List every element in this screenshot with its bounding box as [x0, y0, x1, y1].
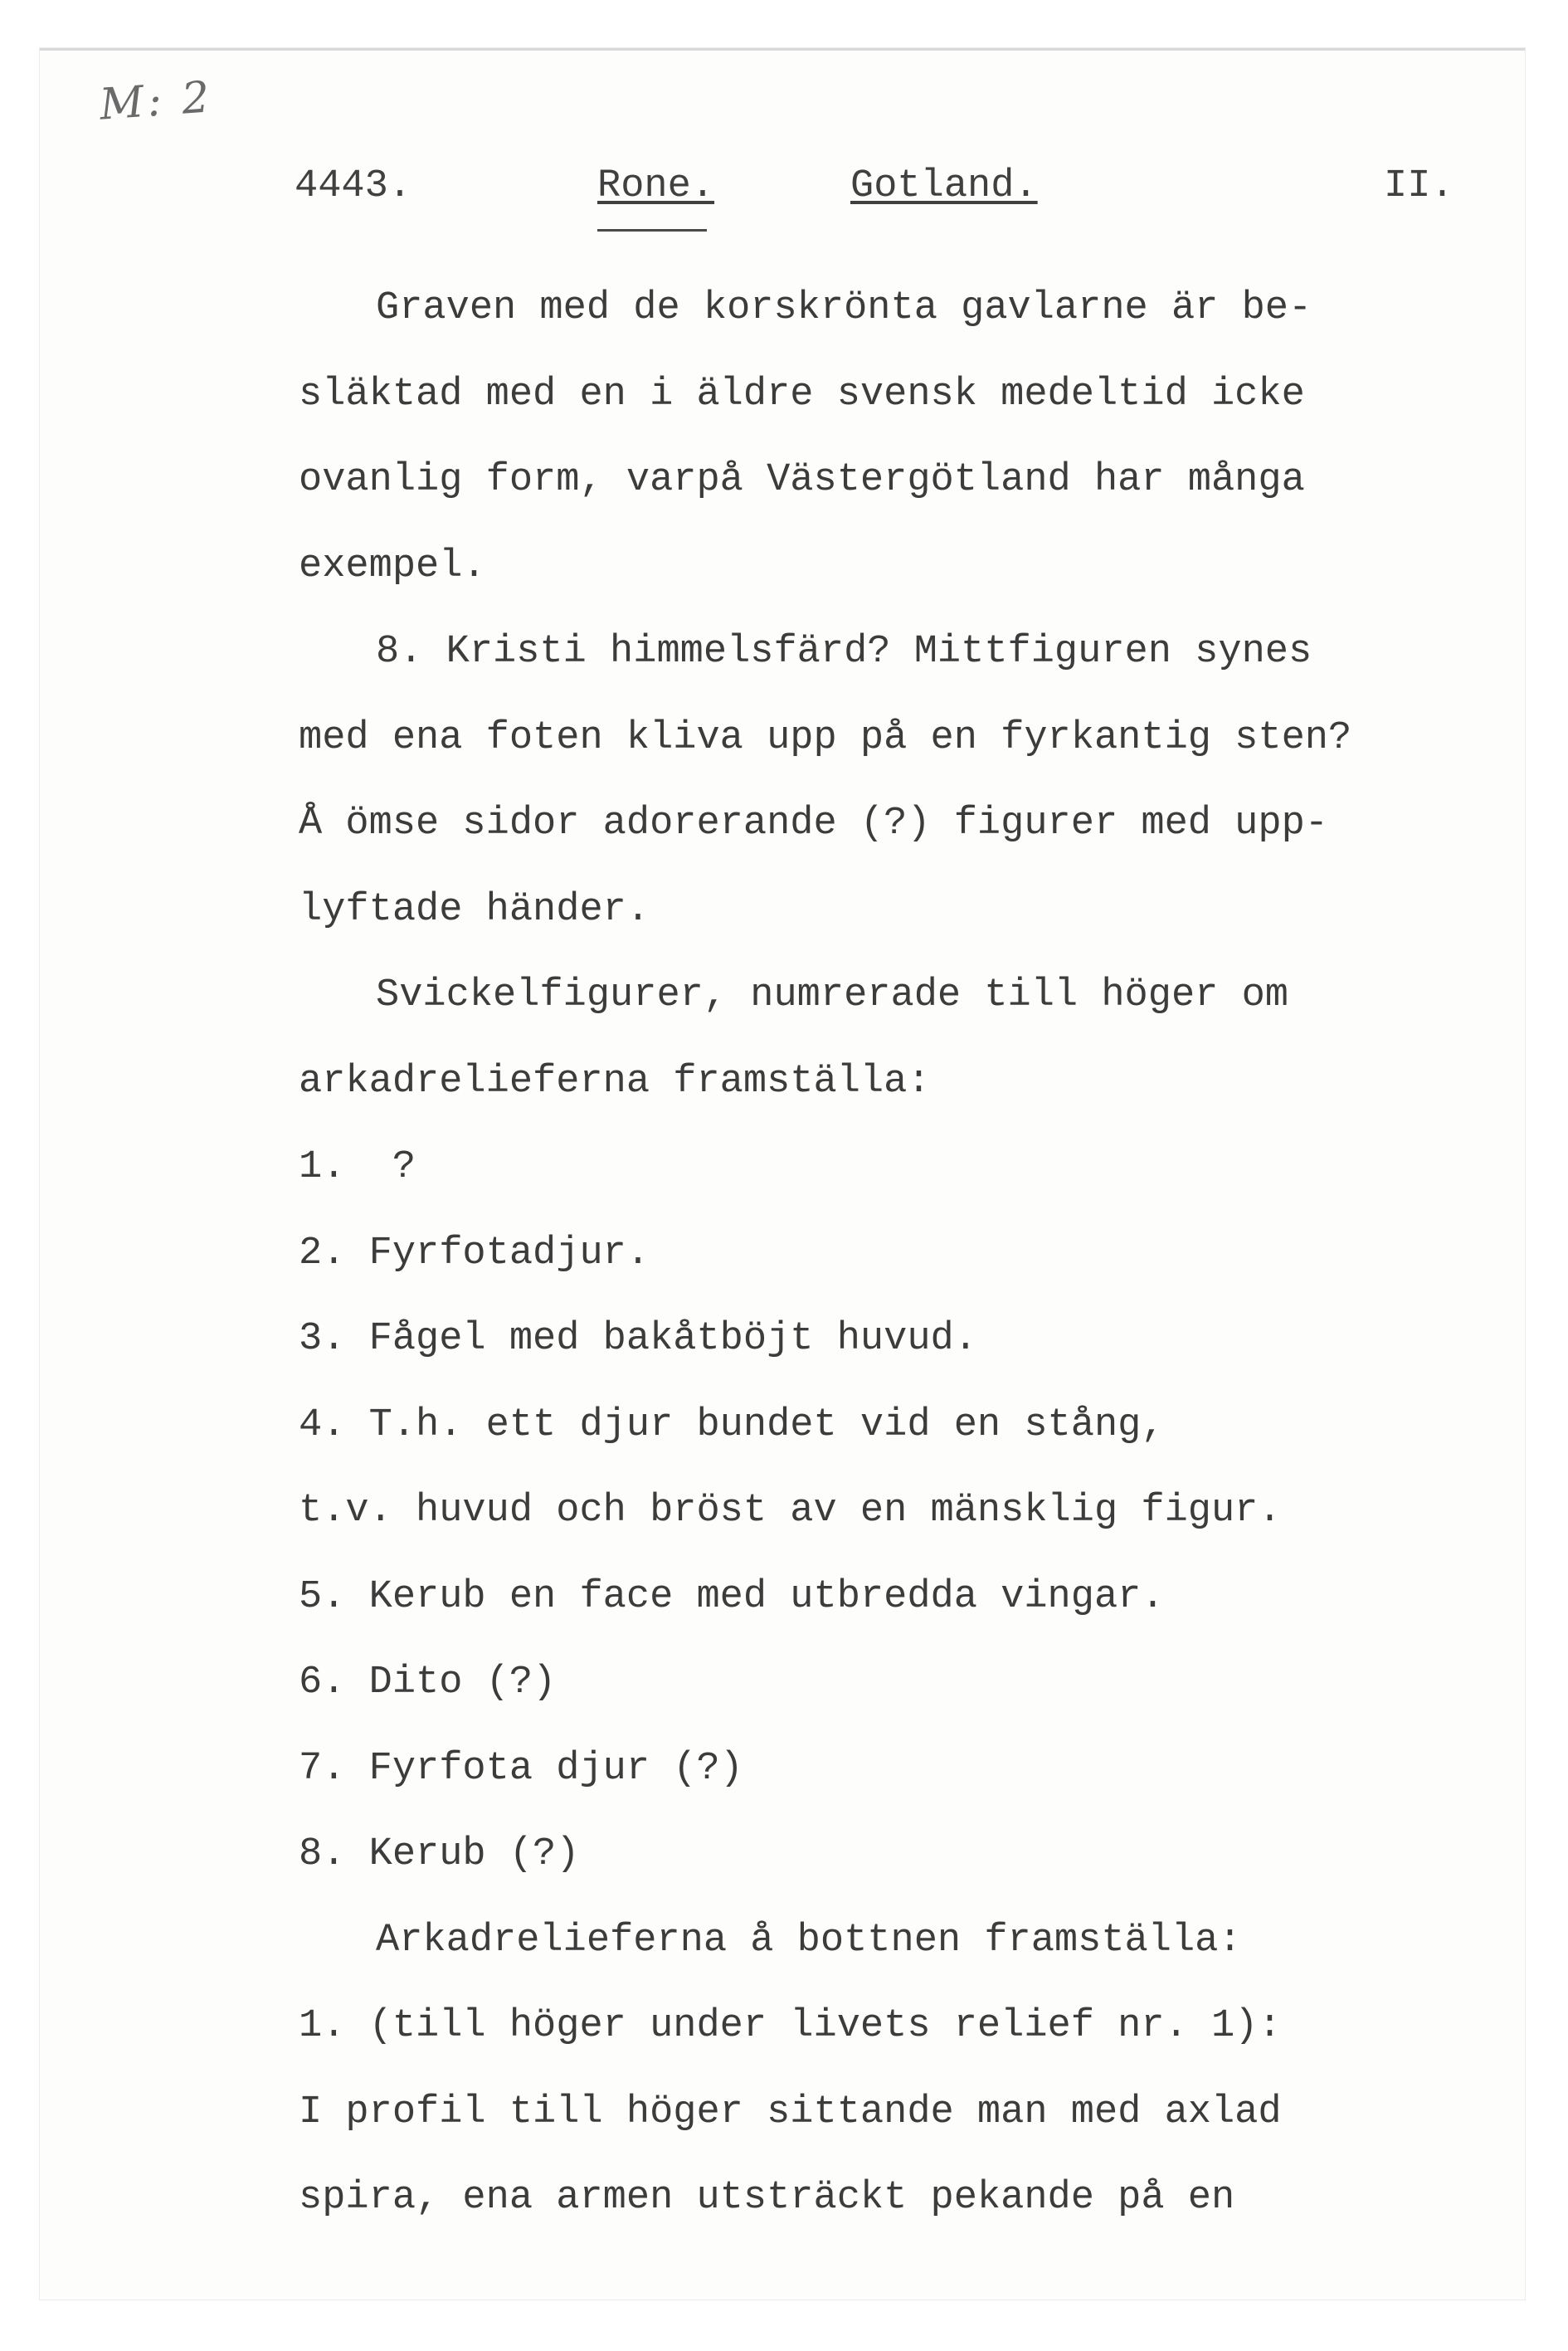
list-item: 1. (till höger under livets relief nr. 1): — [299, 2004, 1282, 2048]
text-line: Graven med de korskrönta gavlarne är be- — [376, 286, 1312, 330]
text-line: med ena foten kliva upp på en fyrkantig sten? — [299, 715, 1352, 760]
list-item: 3. Fågel med bakåtböjt huvud. — [299, 1317, 977, 1361]
header-rule — [597, 229, 707, 232]
handwritten-annotation: M: 2 — [98, 72, 215, 130]
text-line: I profil till höger sittande man med axlad — [299, 2090, 1282, 2134]
list-item: 7. Fyrfota djur (?) — [299, 1746, 743, 1791]
list-item: 1. ? — [299, 1145, 416, 1189]
text-line: släktad med en i äldre svensk medeltid icke — [299, 372, 1305, 417]
text-line: ovanlig form, varpå Västergötland har många — [299, 458, 1305, 502]
typed-body — [299, 266, 1477, 2241]
list-item: 4. T.h. ett djur bundet vid en stång, — [299, 1402, 1165, 1447]
text-line: spira, ena armen utsträckt pekande på en — [299, 2176, 1235, 2220]
region-name: Gotland. — [850, 164, 1038, 208]
text-line: exempel. — [299, 544, 486, 588]
text-line: Arkadrelieferna å bottnen framställa: — [376, 1918, 1242, 1963]
text-line: 8. Kristi himmelsfärd? Mittfiguren synes — [376, 630, 1312, 674]
list-item: 6. Dito (?) — [299, 1661, 557, 1705]
list-item: 5. Kerub en face med utbredda vingar. — [299, 1574, 1165, 1619]
entry-number: 4443. — [295, 164, 412, 208]
text-line: Svickelfigurer, numrerade till höger om — [376, 973, 1288, 1017]
text-line: arkadrelieferna framställa: — [299, 1059, 931, 1104]
list-item: 2. Fyrfotadjur. — [299, 1231, 650, 1275]
text-line: lyftade händer. — [299, 887, 650, 932]
page-header — [0, 164, 1568, 231]
text-line: Å ömse sidor adorerande (?) figurer med upp- — [299, 802, 1329, 846]
place-name: Rone. — [597, 164, 715, 208]
sheet-number: II. — [1384, 164, 1454, 208]
list-item: 8. Kerub (?) — [299, 1832, 580, 1876]
text-line: t.v. huvud och bröst av en mänsklig figur. — [299, 1489, 1282, 1533]
